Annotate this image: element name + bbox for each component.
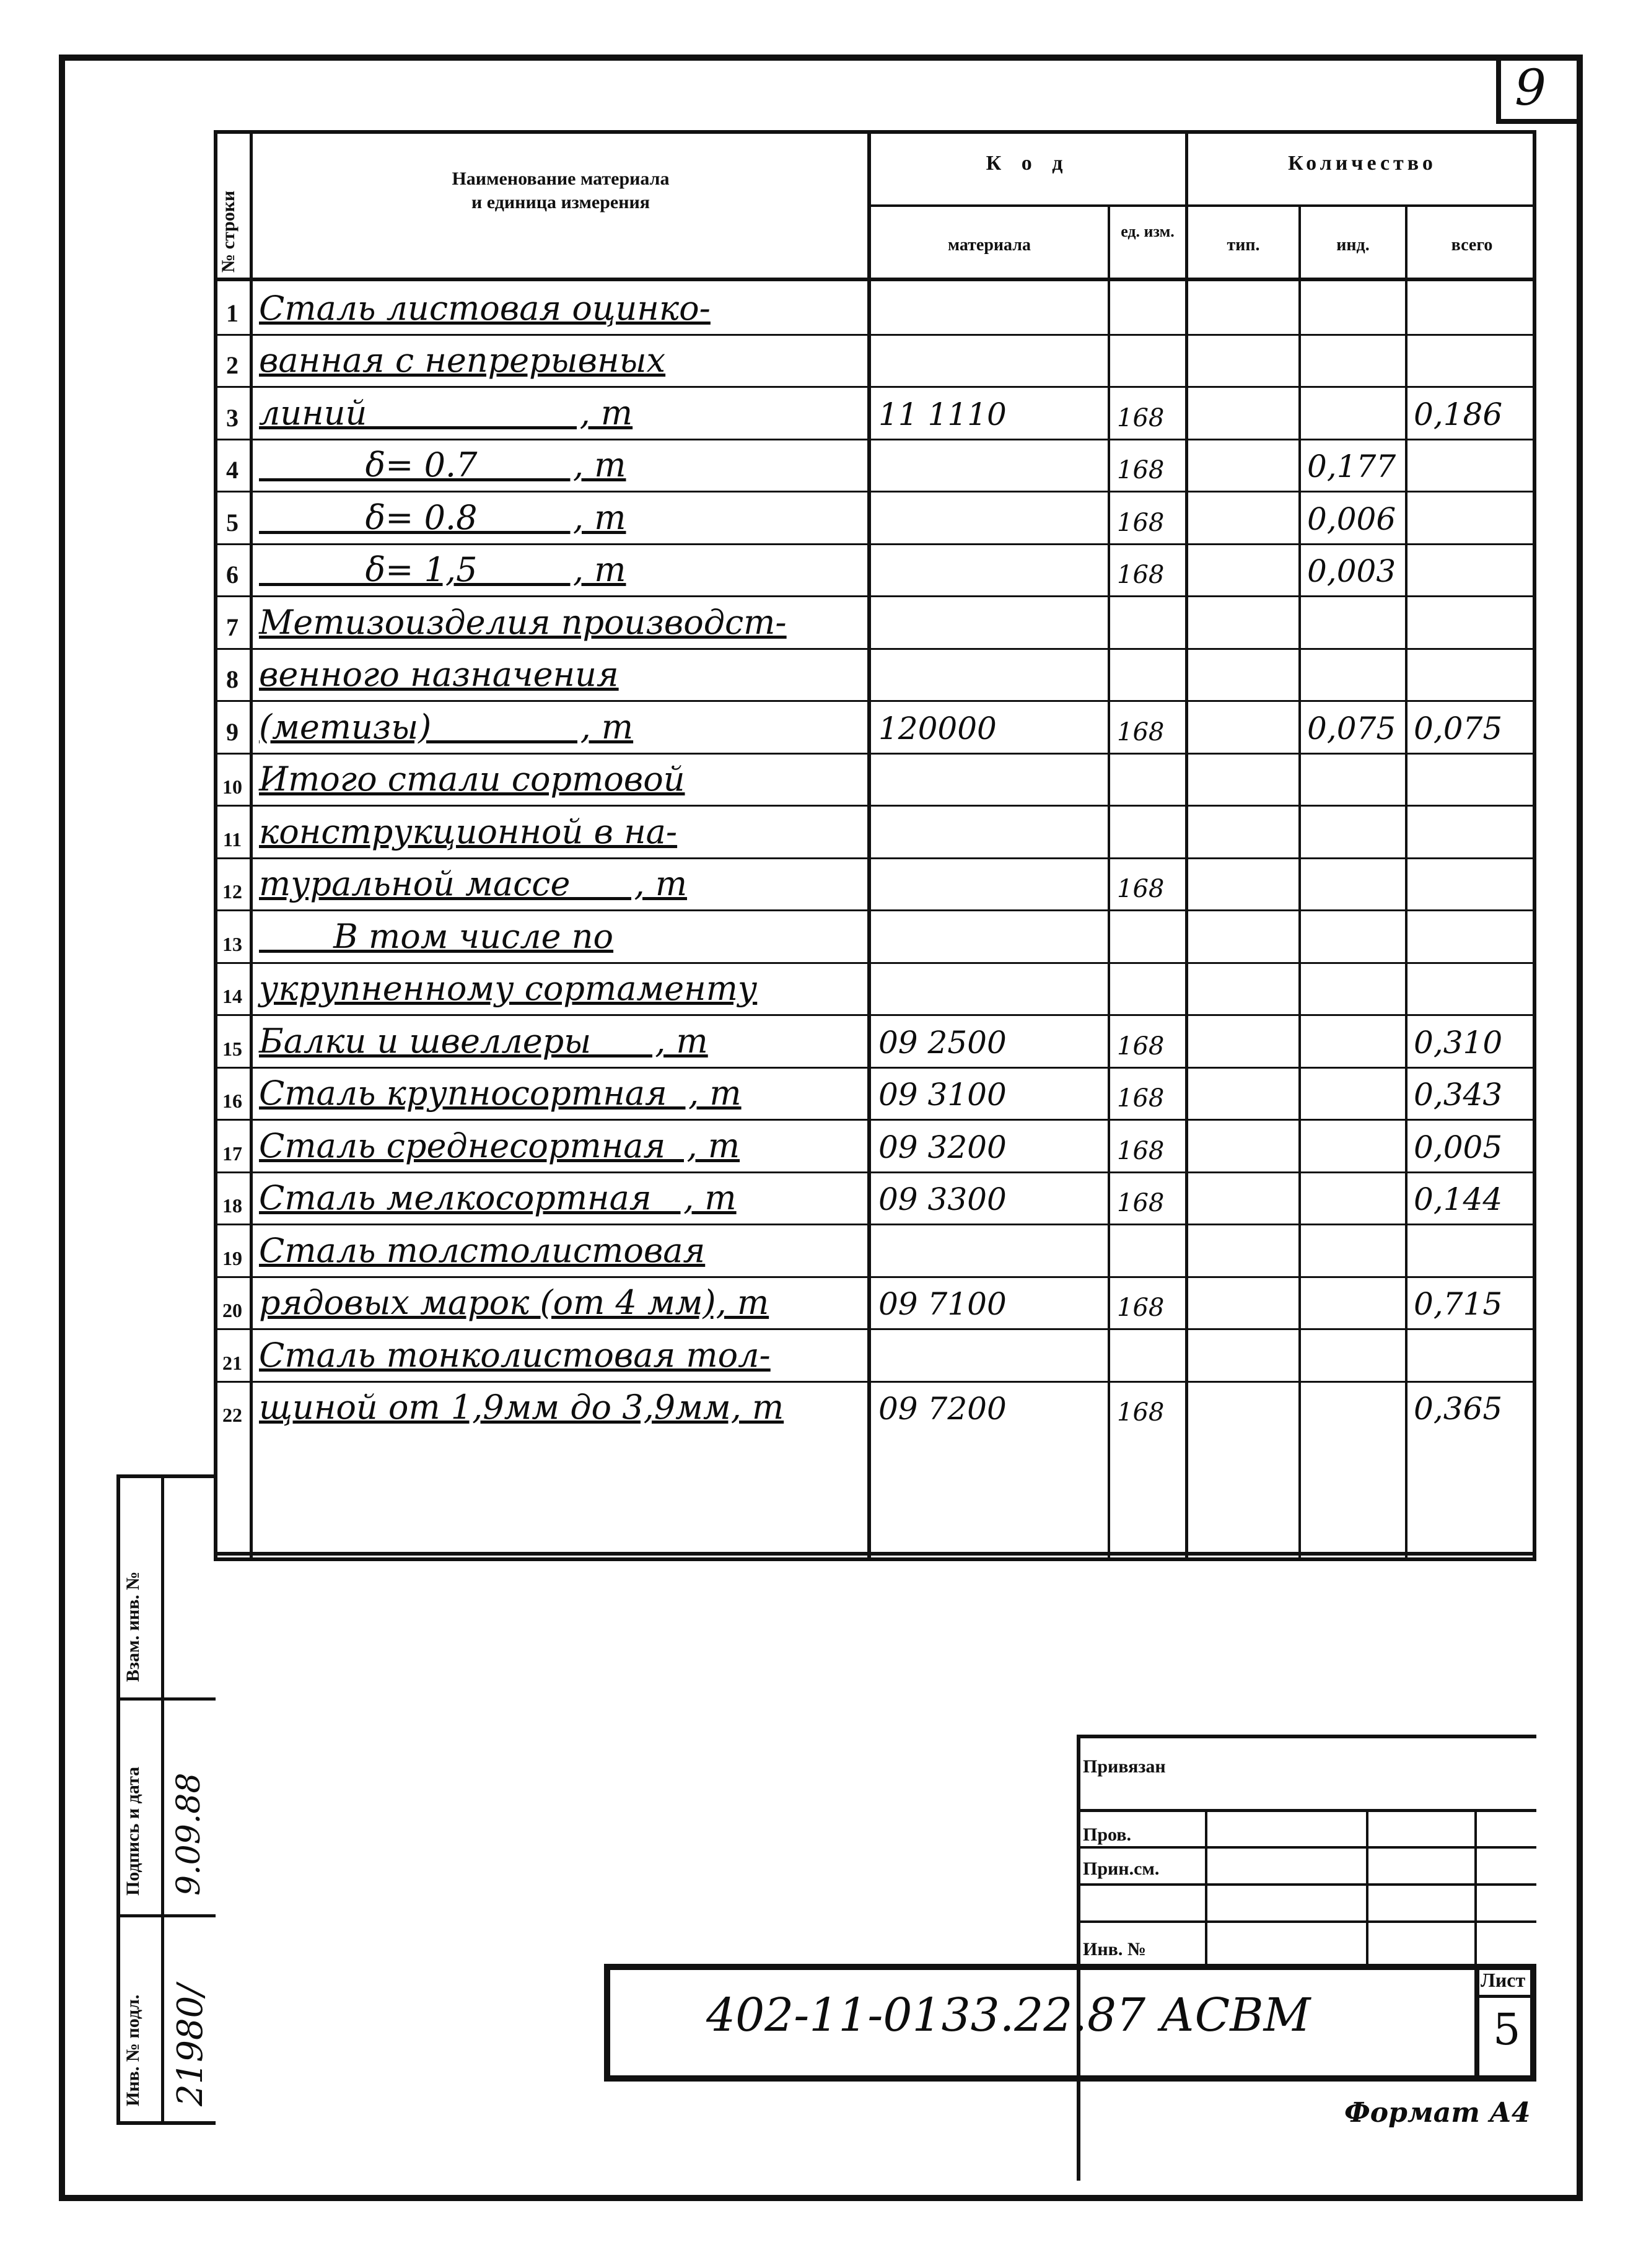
cell-name: δ= 0.7 , т: [259, 445, 626, 484]
cell-code: 09 3100: [878, 1077, 1007, 1113]
cell-total: 0,365: [1414, 1391, 1503, 1427]
stamp-attached: Привязан: [1083, 1756, 1166, 1777]
row-number: 3: [226, 403, 239, 432]
cell-type: [1189, 805, 1298, 857]
header-qty-total: всего: [1451, 235, 1493, 255]
row-number: 18: [222, 1194, 242, 1217]
cell-unit: [1112, 595, 1185, 648]
cell-type: [1189, 700, 1298, 753]
side-inv-orig-label: Инв. № подл.: [123, 1994, 143, 2106]
header-qty-type: тип.: [1227, 235, 1260, 255]
cell-ind: [1302, 909, 1405, 962]
cell-name: линий , т: [259, 393, 633, 432]
cell-unit: 168: [1117, 1136, 1165, 1165]
side-sign-date-value: 9.09.88: [170, 1772, 208, 1896]
side-sign-date-label: Подпись и дата: [123, 1766, 143, 1896]
cell-total: [1409, 1224, 1533, 1276]
cell-type: [1189, 1119, 1298, 1171]
row-number: 12: [222, 880, 242, 903]
cell-ind: [1302, 857, 1405, 910]
row-number: 4: [226, 456, 239, 484]
cell-name: Итого стали сортовой: [259, 760, 685, 799]
cell-code: 11 1110: [878, 396, 1007, 432]
cell-code: 09 3300: [878, 1181, 1007, 1217]
cell-unit: 168: [1117, 456, 1165, 484]
header-name: [254, 167, 867, 214]
cell-total: 0,075: [1414, 710, 1503, 747]
cell-type: [1189, 491, 1298, 543]
cell-total: [1409, 334, 1533, 387]
cell-ind: [1302, 1119, 1405, 1171]
cell-ind: [1302, 1171, 1405, 1224]
cell-total: [1409, 805, 1533, 857]
cell-type: [1189, 1276, 1298, 1329]
row-number: 7: [226, 613, 239, 641]
cell-total: [1409, 439, 1533, 491]
cell-code: [873, 753, 1108, 805]
cell-total: 0,715: [1414, 1286, 1503, 1322]
row-number: 2: [226, 351, 239, 379]
cell-type: [1189, 1381, 1298, 1434]
cell-type: [1189, 1224, 1298, 1276]
cell-unit: [1112, 648, 1185, 701]
cell-code: 09 7200: [878, 1391, 1007, 1427]
cell-name: Сталь мелкосортная , т: [259, 1178, 737, 1217]
cell-code: 09 2500: [878, 1024, 1007, 1061]
row-number: 10: [222, 776, 242, 798]
row-number: 5: [226, 508, 239, 536]
cell-code: [873, 281, 1108, 334]
row-number: 21: [222, 1351, 242, 1374]
cell-ind: [1302, 281, 1405, 334]
cell-name: Сталь листовая оцинко-: [259, 288, 711, 328]
row-number: 9: [226, 717, 239, 746]
cell-total: [1409, 1328, 1533, 1381]
cell-total: 0,186: [1414, 396, 1503, 432]
cell-code: 09 3200: [878, 1129, 1007, 1165]
stamp-inv: Инв. №: [1083, 1939, 1146, 1959]
cell-total: [1409, 543, 1533, 596]
header-code-unit: ед. изм.: [1121, 222, 1175, 240]
cell-name: Метизоизделия производст-: [259, 602, 787, 642]
sheet-number: 5: [1493, 2004, 1521, 2055]
cell-ind: 0,003: [1307, 553, 1396, 589]
row-number: 14: [222, 985, 242, 1007]
cell-type: [1189, 753, 1298, 805]
cell-code: [873, 334, 1108, 387]
cell-total: [1409, 857, 1533, 910]
cell-unit: 168: [1117, 1398, 1165, 1427]
cell-name: рядовых марок (от 4 мм), т: [259, 1283, 769, 1322]
row-number: 17: [222, 1142, 242, 1165]
cell-code: [873, 595, 1108, 648]
cell-name: венного назначения: [259, 655, 619, 694]
cell-type: [1189, 334, 1298, 387]
cell-ind: [1302, 334, 1405, 387]
cell-unit: [1112, 1328, 1185, 1381]
cell-ind: [1302, 595, 1405, 648]
cell-ind: [1302, 386, 1405, 439]
format-label: Формат А4: [1344, 2097, 1531, 2129]
cell-unit: 168: [1117, 1189, 1165, 1217]
cell-ind: 0,177: [1307, 449, 1396, 484]
cell-name: Сталь тонколистовая тол-: [259, 1335, 771, 1375]
row-number: 6: [226, 561, 239, 589]
cell-ind: 0,075: [1307, 710, 1396, 747]
cell-type: [1189, 543, 1298, 596]
cell-total: 0,343: [1414, 1077, 1503, 1113]
row-number: 15: [222, 1037, 242, 1060]
cell-unit: 168: [1117, 1084, 1165, 1113]
cell-total: [1409, 753, 1533, 805]
cell-unit: 168: [1117, 875, 1165, 903]
cell-total: [1409, 909, 1533, 962]
cell-code: [873, 962, 1108, 1015]
header-name-text: Наименование материала и единица измерения: [452, 169, 670, 212]
cell-type: [1189, 386, 1298, 439]
cell-type: [1189, 1014, 1298, 1067]
cell-total: [1409, 281, 1533, 334]
stamp-checked: Пров.: [1083, 1824, 1131, 1845]
cell-total: [1409, 962, 1533, 1015]
cell-ind: [1302, 1328, 1405, 1381]
cell-type: [1189, 439, 1298, 491]
cell-type: [1189, 281, 1298, 334]
cell-ind: [1302, 648, 1405, 701]
cell-unit: [1112, 962, 1185, 1015]
cell-type: [1189, 648, 1298, 701]
header-code: К о д: [986, 152, 1070, 175]
cell-unit: 168: [1117, 1294, 1165, 1322]
cell-unit: [1112, 1224, 1185, 1276]
page-number: 9: [1515, 59, 1546, 116]
side-inv-orig-value: 21980/: [170, 1984, 211, 2106]
cell-name: ванная с непрерывных: [259, 341, 666, 380]
cell-unit: [1112, 805, 1185, 857]
cell-name: Сталь толстолистовая: [259, 1230, 706, 1270]
header-row-no: № строки: [218, 190, 239, 273]
cell-name: Балки и швеллеры , т: [259, 1021, 708, 1061]
cell-type: [1189, 909, 1298, 962]
sheet-label: Лист: [1481, 1969, 1526, 1991]
cell-ind: [1302, 805, 1405, 857]
cell-unit: 168: [1117, 403, 1165, 432]
cell-type: [1189, 595, 1298, 648]
row-number: 19: [222, 1246, 242, 1269]
cell-ind: [1302, 753, 1405, 805]
cell-code: [873, 805, 1108, 857]
cell-ind: [1302, 1224, 1405, 1276]
cell-unit: [1112, 753, 1185, 805]
cell-type: [1189, 1171, 1298, 1224]
row-number: 8: [226, 665, 239, 693]
cell-name: δ= 0.8 , т: [259, 497, 626, 537]
cell-unit: 168: [1117, 561, 1165, 589]
cell-type: [1189, 962, 1298, 1015]
cell-code: 09 7100: [878, 1286, 1007, 1322]
cell-name: В том числе по: [259, 916, 614, 956]
cell-name: щиной от 1,9мм до 3,9мм, т: [259, 1388, 784, 1427]
cell-total: [1409, 648, 1533, 701]
row-number: 16: [222, 1090, 242, 1112]
cell-unit: [1112, 909, 1185, 962]
stamp-accepted: Прин.см.: [1083, 1859, 1160, 1879]
designation: 402-11-0133.22.87 АСВМ: [706, 1989, 1311, 2042]
cell-ind: [1302, 1014, 1405, 1067]
header-quantity: Количество: [1288, 152, 1437, 175]
cell-total: 0,005: [1414, 1129, 1503, 1165]
header-code-material: материала: [948, 235, 1031, 255]
cell-code: [873, 857, 1108, 910]
cell-total: [1409, 595, 1533, 648]
cell-unit: 168: [1117, 1031, 1165, 1061]
cell-code: [873, 439, 1108, 491]
cell-ind: [1302, 962, 1405, 1015]
cell-unit: 168: [1117, 717, 1165, 747]
cell-name: Сталь среднесортная , т: [259, 1126, 740, 1165]
cell-type: [1189, 1067, 1298, 1119]
cell-name: конструкционной в на-: [259, 812, 678, 851]
header-qty-ind: инд.: [1336, 235, 1370, 255]
cell-type: [1189, 1328, 1298, 1381]
cell-total: [1409, 491, 1533, 543]
cell-name: туральной массе , т: [259, 864, 688, 903]
cell-ind: [1302, 1381, 1405, 1434]
row-number: 22: [222, 1404, 242, 1426]
cell-code: [873, 909, 1108, 962]
cell-name: (метизы) , т: [259, 707, 634, 747]
cell-type: [1189, 857, 1298, 910]
cell-ind: 0,006: [1307, 501, 1396, 537]
cell-name: Сталь крупносортная , т: [259, 1074, 742, 1113]
cell-code: [873, 491, 1108, 543]
cell-code: [873, 1328, 1108, 1381]
cell-name: δ= 1,5 , т: [259, 550, 626, 589]
cell-code: [873, 543, 1108, 596]
side-replaces-label: Взам. инв. №: [123, 1571, 143, 1682]
cell-total: 0,144: [1414, 1181, 1503, 1217]
cell-code: [873, 648, 1108, 701]
row-number: 11: [222, 828, 242, 851]
cell-unit: [1112, 334, 1185, 387]
cell-unit: 168: [1117, 508, 1165, 537]
cell-code: 120000: [878, 710, 997, 747]
row-number: 13: [222, 932, 242, 955]
cell-name: укрупненному сортаменту: [259, 969, 758, 1008]
cell-ind: [1302, 1067, 1405, 1119]
cell-ind: [1302, 1276, 1405, 1329]
cell-total: 0,310: [1414, 1024, 1503, 1061]
row-number: 20: [222, 1299, 242, 1321]
cell-unit: [1112, 281, 1185, 334]
cell-code: [873, 1224, 1108, 1276]
row-number: 1: [226, 299, 239, 327]
